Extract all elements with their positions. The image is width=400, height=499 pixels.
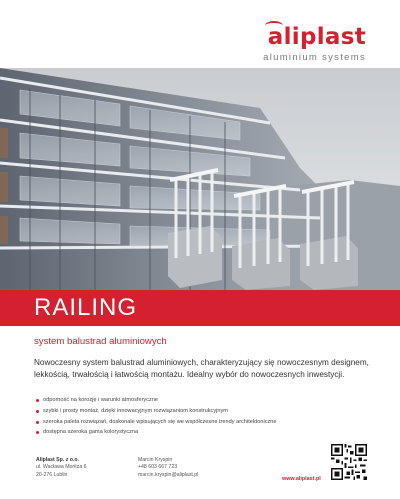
feature-text: dostępna szeroka gama kolorystyczna	[43, 429, 139, 436]
logo-tagline: aluminium systems	[263, 52, 366, 63]
contact-email[interactable]: marcin.kryspin@aliplast.pl	[138, 471, 199, 478]
bullet-dot-icon	[36, 410, 39, 413]
address-line: 20-276 Lublin	[36, 471, 68, 478]
logo-name: aliplast	[267, 24, 366, 50]
feature-list	[36, 395, 366, 438]
bullet-dot-icon	[36, 399, 39, 402]
page-title: RAILING	[34, 294, 138, 321]
title-band	[0, 290, 400, 326]
bullet-dot-icon	[36, 421, 39, 424]
company-address	[36, 457, 87, 479]
bullet-dot-icon	[36, 431, 39, 434]
logo-swoosh-icon	[265, 21, 283, 30]
intro-paragraph: Nowoczesny system balustrad aluminiowych, charakteryzujący się nowoczesnym designem, lekkością, trwałością i łatwością montażu. Idealny wybór do nowoczesnych inwestycji.	[34, 358, 369, 379]
address-line: ul. Wacława Moritza 6	[36, 464, 87, 471]
qr-code-icon	[331, 444, 367, 480]
feature-text: szeroka paleta rozwiązań, doskonale wpisujących się we współczesne trendy architektoniczne	[43, 418, 277, 425]
brand-logo	[263, 26, 366, 63]
contact-name: Marcin Kryspin	[138, 457, 173, 463]
feature-item	[36, 427, 366, 438]
contact-info	[138, 457, 198, 479]
feature-text: odporność na korozję i warunki atmosferyczne	[43, 397, 159, 403]
contact-phone[interactable]: +48 603 667 723	[138, 464, 178, 471]
logo-wordmark	[263, 26, 366, 49]
feature-item	[36, 406, 366, 417]
feature-item	[36, 395, 366, 406]
building-illustration	[0, 68, 400, 290]
company-name: Aliplast Sp. z o.o.	[36, 457, 79, 463]
page-subtitle: system balustrad aluminiowych	[34, 336, 167, 347]
building-photo	[0, 68, 400, 290]
feature-item	[36, 417, 366, 428]
feature-text: szybki i prosty montaż, dzięki innowacyjnym rozwiązaniom konstrukcyjnym	[43, 407, 228, 414]
website-link[interactable]: www.aliplast.pl	[282, 476, 321, 482]
